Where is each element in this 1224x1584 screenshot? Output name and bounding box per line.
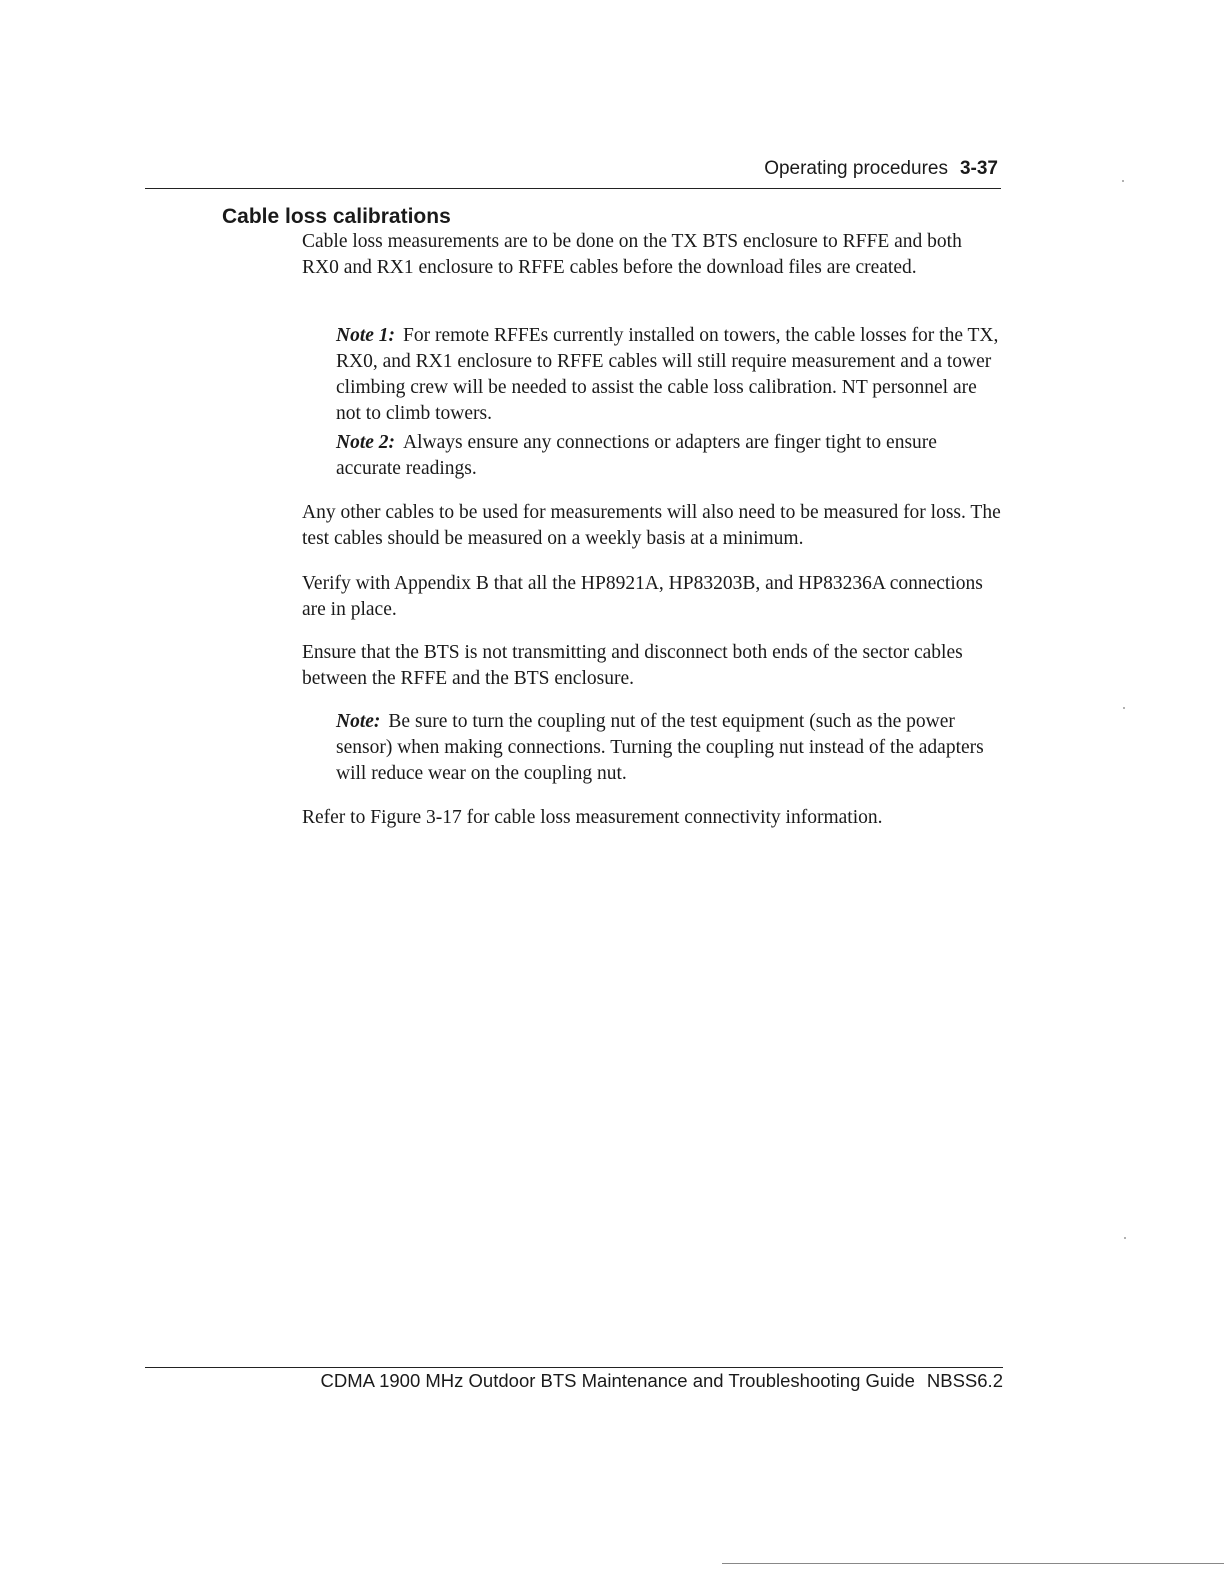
note-3-text: Be sure to turn the coupling nut of the test equipment (such as the power sensor) when making connections. Turning the coupling nut instead of the adapters will reduce wear on the coupling nut. [336,711,984,784]
scan-speck [1123,707,1125,709]
note-2-label: Note 2: [336,432,396,453]
scan-speck [1124,1237,1126,1239]
footer-title: CDMA 1900 MHz Outdoor BTS Maintenance and Troubleshooting Guide [320,1370,915,1391]
paragraph-verify: Verify with Appendix B that all the HP8921A, HP83203B, and HP83236A connections are in place. [302,573,983,620]
section-heading: Cable loss calibrations [222,205,451,228]
paragraph-intro: Cable loss measurements are to be done on the TX BTS enclosure to RFFE and both RX0 and RX1 enclosure to RFFE cables before the download files are created. [302,231,962,278]
footer-rule [145,1367,1003,1368]
running-header [764,158,998,180]
paragraph-refer: Refer to Figure 3-17 for cable loss measurement connectivity information. [302,807,883,828]
note-2 [336,430,1000,482]
footer-version: NBSS6.2 [926,1370,1003,1391]
note-1-label: Note 1: [336,325,396,346]
running-footer [321,1370,1004,1392]
note-1-text: For remote RFFEs currently installed on towers, the cable losses for the TX, RX0, and RX1 enclosure to RFFE cables will still require measurement and a tower climbing crew will be needed to assist the cable loss calibration. NT personnel are not to climb towers. [336,325,999,424]
header-section-title: Operating procedures [764,158,948,179]
note-3 [336,709,1000,787]
scan-speck [1122,180,1124,182]
paragraph-ensure: Ensure that the BTS is not transmitting and disconnect both ends of the sector cables between the RFFE and the BTS enclosure. [302,642,963,689]
header-rule [145,188,1001,189]
note-2-text: Always ensure any connections or adapters are finger tight to ensure accurate readings. [336,432,937,479]
scan-edge-line [722,1563,1224,1564]
paragraph-other-cables: Any other cables to be used for measurements will also need to be measured for loss. The test cables should be measured on a weekly basis at a minimum. [302,502,1001,549]
page-number: 3-37 [959,158,998,179]
note-3-label: Note: [336,711,381,732]
note-1 [336,323,1000,427]
